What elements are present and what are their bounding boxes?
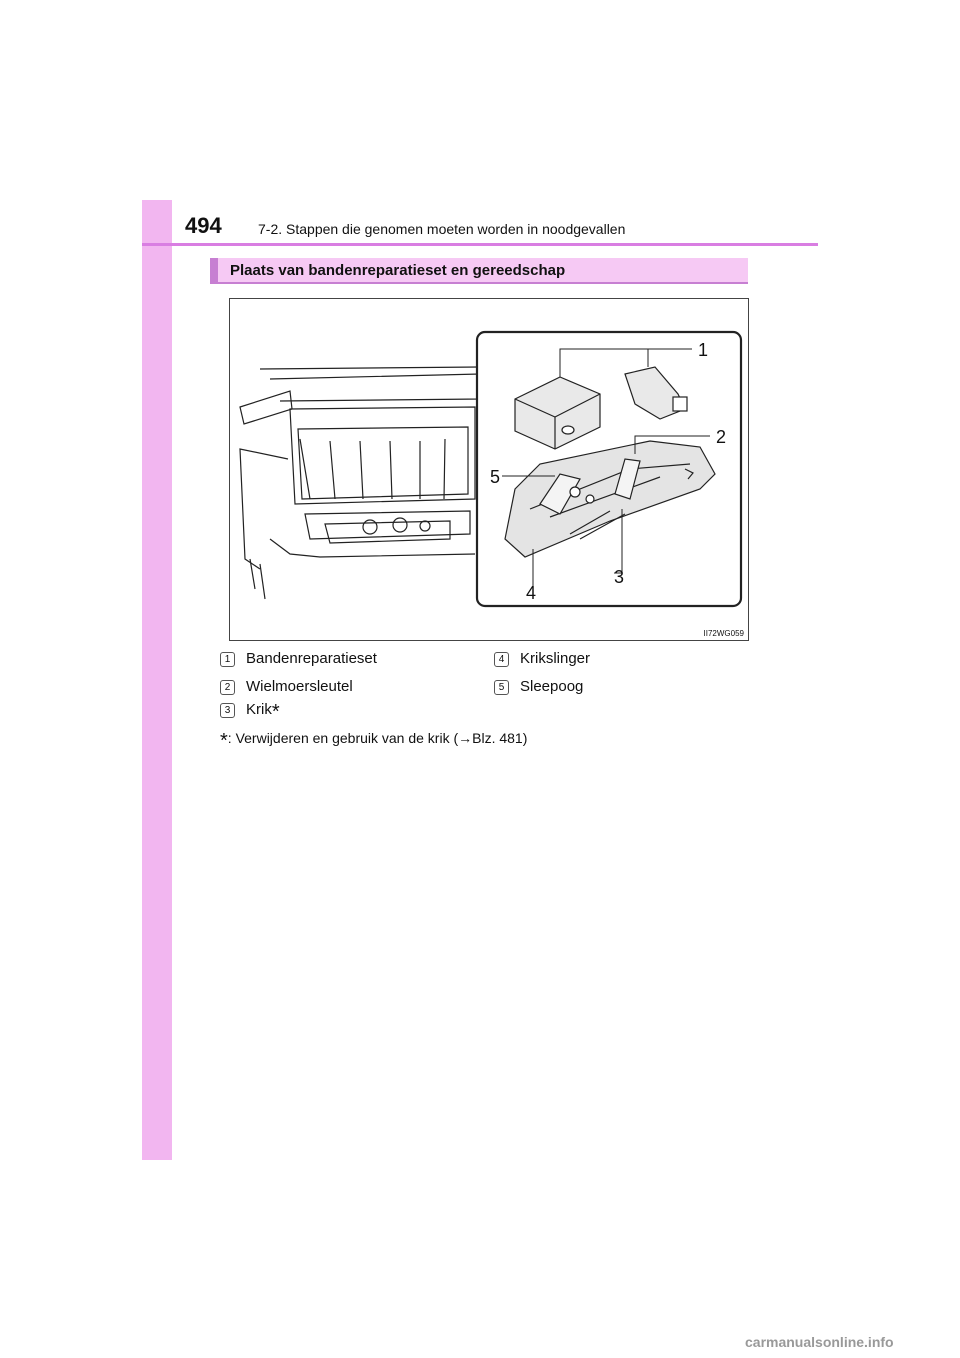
legend-number-4: 4 <box>494 652 509 667</box>
section-title: Plaats van bandenreparatieset en gereedschap <box>230 262 566 279</box>
legend-number-2: 2 <box>220 680 235 695</box>
car-rear-illustration <box>240 367 480 599</box>
legend-number-1: 1 <box>220 652 235 667</box>
legend-item-repair-kit <box>220 650 377 667</box>
legend-label-5: Sleepoog <box>520 678 584 695</box>
footnote <box>220 730 527 753</box>
legend-item-jack-handle <box>494 650 590 667</box>
legend-item-jack <box>220 701 280 724</box>
callout-5: 5 <box>490 467 501 487</box>
callout-1: 1 <box>698 340 709 360</box>
callout-4: 4 <box>526 583 537 603</box>
section-header <box>210 258 748 284</box>
legend-label-1: Bandenreparatieset <box>246 650 377 667</box>
side-band <box>142 200 172 1160</box>
callout-3: 3 <box>614 567 625 587</box>
callout-2: 2 <box>716 427 727 447</box>
legend-number-5: 5 <box>494 680 509 695</box>
legend-item-wheel-wrench <box>220 678 353 695</box>
page-number: 494 <box>185 213 222 238</box>
jack-footnote-marker: * <box>271 701 280 723</box>
legend-label-4: Krikslinger <box>520 650 591 667</box>
figure-illustration <box>230 299 749 641</box>
figure-code: II72WG059 <box>703 629 744 638</box>
watermark: carmanualsonline.info <box>745 1334 894 1350</box>
legend-number-3: 3 <box>220 703 235 718</box>
footnote-marker: * <box>220 730 228 752</box>
legend-label-3: Krik <box>246 701 272 718</box>
chapter-title: 7-2. Stappen die genomen moeten worden in noodgevallen <box>258 221 626 237</box>
legend-label-2: Wielmoersleutel <box>246 678 353 695</box>
legend-item-towing-eyelet <box>494 678 583 695</box>
header-rule <box>142 243 818 246</box>
footnote-text: : Verwijderen en gebruik van de krik (→Blz. 481) <box>227 730 528 746</box>
tool-location-figure <box>229 298 749 641</box>
